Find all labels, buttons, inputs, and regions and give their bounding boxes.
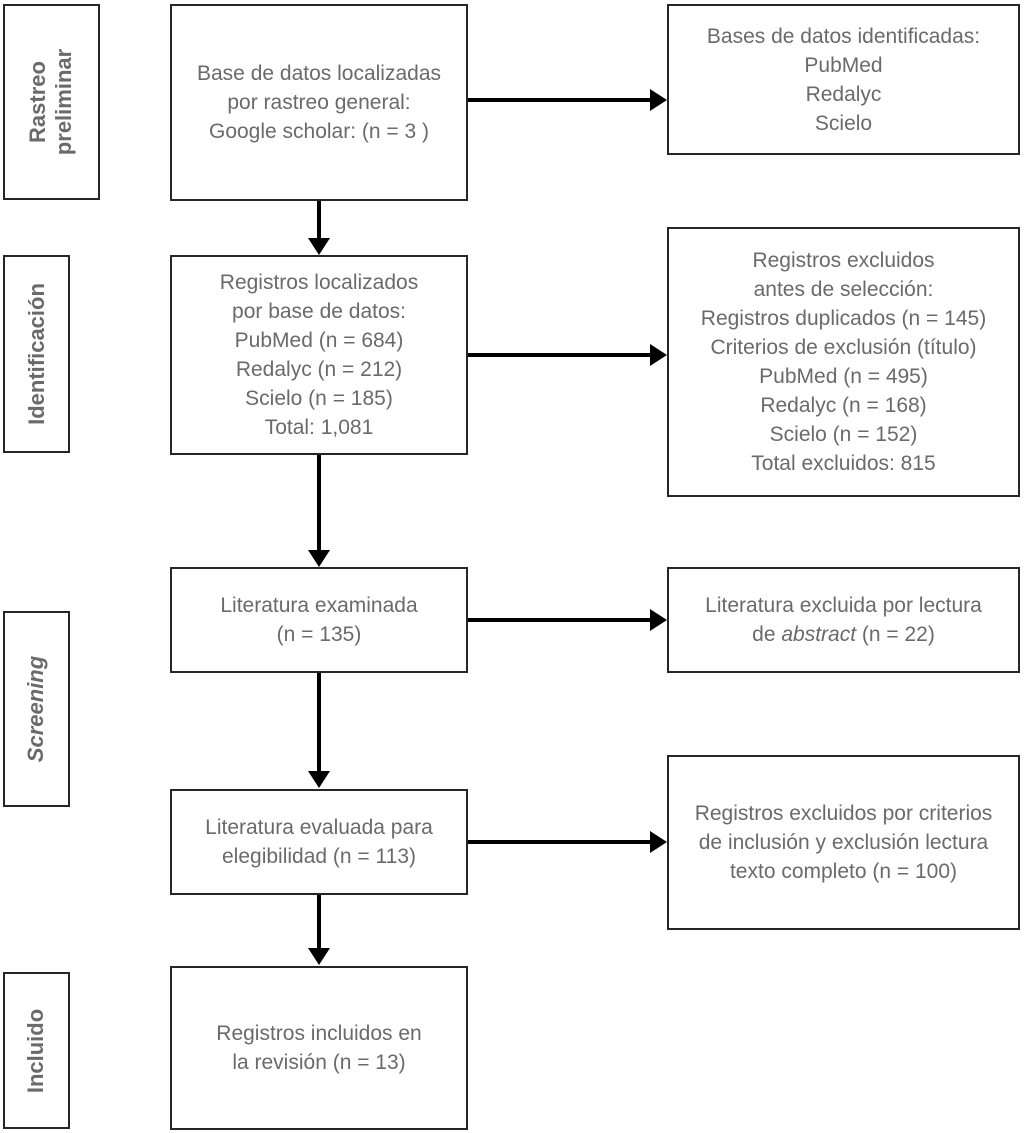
- stage-label-rastreo-preliminar: [3, 4, 100, 200]
- arrow-line: [468, 840, 651, 844]
- box-literatura-evaluada: [170, 789, 468, 895]
- box-line: (n = 135): [276, 623, 362, 646]
- stage-label-text: Rastreo preliminar: [25, 48, 77, 156]
- box-line: antes de selección:: [753, 278, 934, 301]
- box-line: Redalyc (n = 168): [760, 394, 927, 417]
- box-line: Redalyc: [805, 82, 882, 106]
- box-literatura-excluida-abstract: [667, 567, 1020, 673]
- box-line: elegibilidad (n = 113): [222, 845, 416, 868]
- arrow-line: [317, 673, 321, 772]
- box-line: Scielo: [814, 111, 873, 135]
- box-line: Registros excluidos: [752, 249, 935, 272]
- box-line: Registros localizados: [219, 271, 419, 294]
- arrow-line: [317, 455, 321, 551]
- box-line: por rastreo general:: [227, 91, 411, 114]
- stage-label-identificacion: [3, 255, 70, 453]
- box-line-segment-italic: abstract: [781, 623, 857, 646]
- arrow-down-icon: [308, 948, 330, 965]
- box-bases-identificadas: [667, 4, 1020, 155]
- box-line: Total: 1,081: [264, 416, 374, 439]
- box-line: Literatura examinada: [220, 594, 418, 617]
- box-line: Registros excluidos por criterios: [694, 802, 993, 825]
- box-line: por base de datos:: [232, 300, 406, 323]
- box-line: Scielo (n = 185): [245, 387, 393, 410]
- stage-label-text: Screening: [23, 655, 49, 763]
- box-line: texto completo (n = 100): [729, 860, 958, 883]
- arrow-down-icon: [308, 771, 330, 788]
- box-line: Literatura evaluada para: [205, 816, 433, 839]
- box-registros-localizados: [170, 255, 468, 455]
- stage-label-text: Incluido: [23, 1008, 49, 1093]
- arrow-line: [468, 618, 651, 622]
- box-line: Scielo (n = 152): [769, 423, 918, 446]
- box-line: [675, 620, 1012, 649]
- box-line: la revisión (n = 13): [232, 1051, 406, 1074]
- box-bases-localizadas: [170, 4, 468, 201]
- arrow-line: [317, 201, 321, 239]
- stage-label-screening: [3, 611, 70, 807]
- box-line: Literatura excluida por lectura: [705, 594, 982, 617]
- arrow-down-icon: [308, 238, 330, 255]
- box-line: de inclusión y exclusión lectura: [698, 831, 989, 854]
- arrow-right-icon: [650, 344, 667, 366]
- box-registros-excluidos-criterios: [667, 755, 1020, 930]
- box-line-segment: (n = 22): [856, 623, 935, 646]
- box-line-segment: de: [752, 623, 782, 646]
- arrow-right-icon: [650, 609, 667, 631]
- box-line: Registros incluidos en: [216, 1022, 422, 1045]
- arrow-right-icon: [650, 831, 667, 853]
- box-line: Total excluidos: 815: [751, 452, 936, 475]
- box-line: Google scholar: (n = 3 ): [208, 120, 430, 143]
- box-registros-incluidos: [170, 966, 468, 1130]
- box-line: Registros duplicados (n = 145): [700, 307, 987, 330]
- arrow-line: [468, 98, 651, 102]
- stage-label-text: Identificación: [23, 283, 49, 425]
- box-line: Criterios de exclusión (título): [710, 336, 977, 359]
- arrow-right-icon: [650, 89, 667, 111]
- box-line: PubMed (n = 684): [234, 329, 404, 352]
- stage-label-incluido: [3, 972, 70, 1129]
- box-line: Bases de datos identificadas:: [706, 24, 981, 48]
- arrow-line: [468, 353, 651, 357]
- box-literatura-examinada: [170, 567, 468, 673]
- box-line: Redalyc (n = 212): [235, 358, 403, 381]
- box-registros-excluidos-antes: [667, 227, 1020, 497]
- arrow-line: [317, 895, 321, 949]
- box-line: PubMed: [804, 53, 883, 77]
- box-line: PubMed (n = 495): [759, 365, 928, 388]
- arrow-down-icon: [308, 550, 330, 567]
- box-line: Base de datos localizadas: [197, 62, 441, 85]
